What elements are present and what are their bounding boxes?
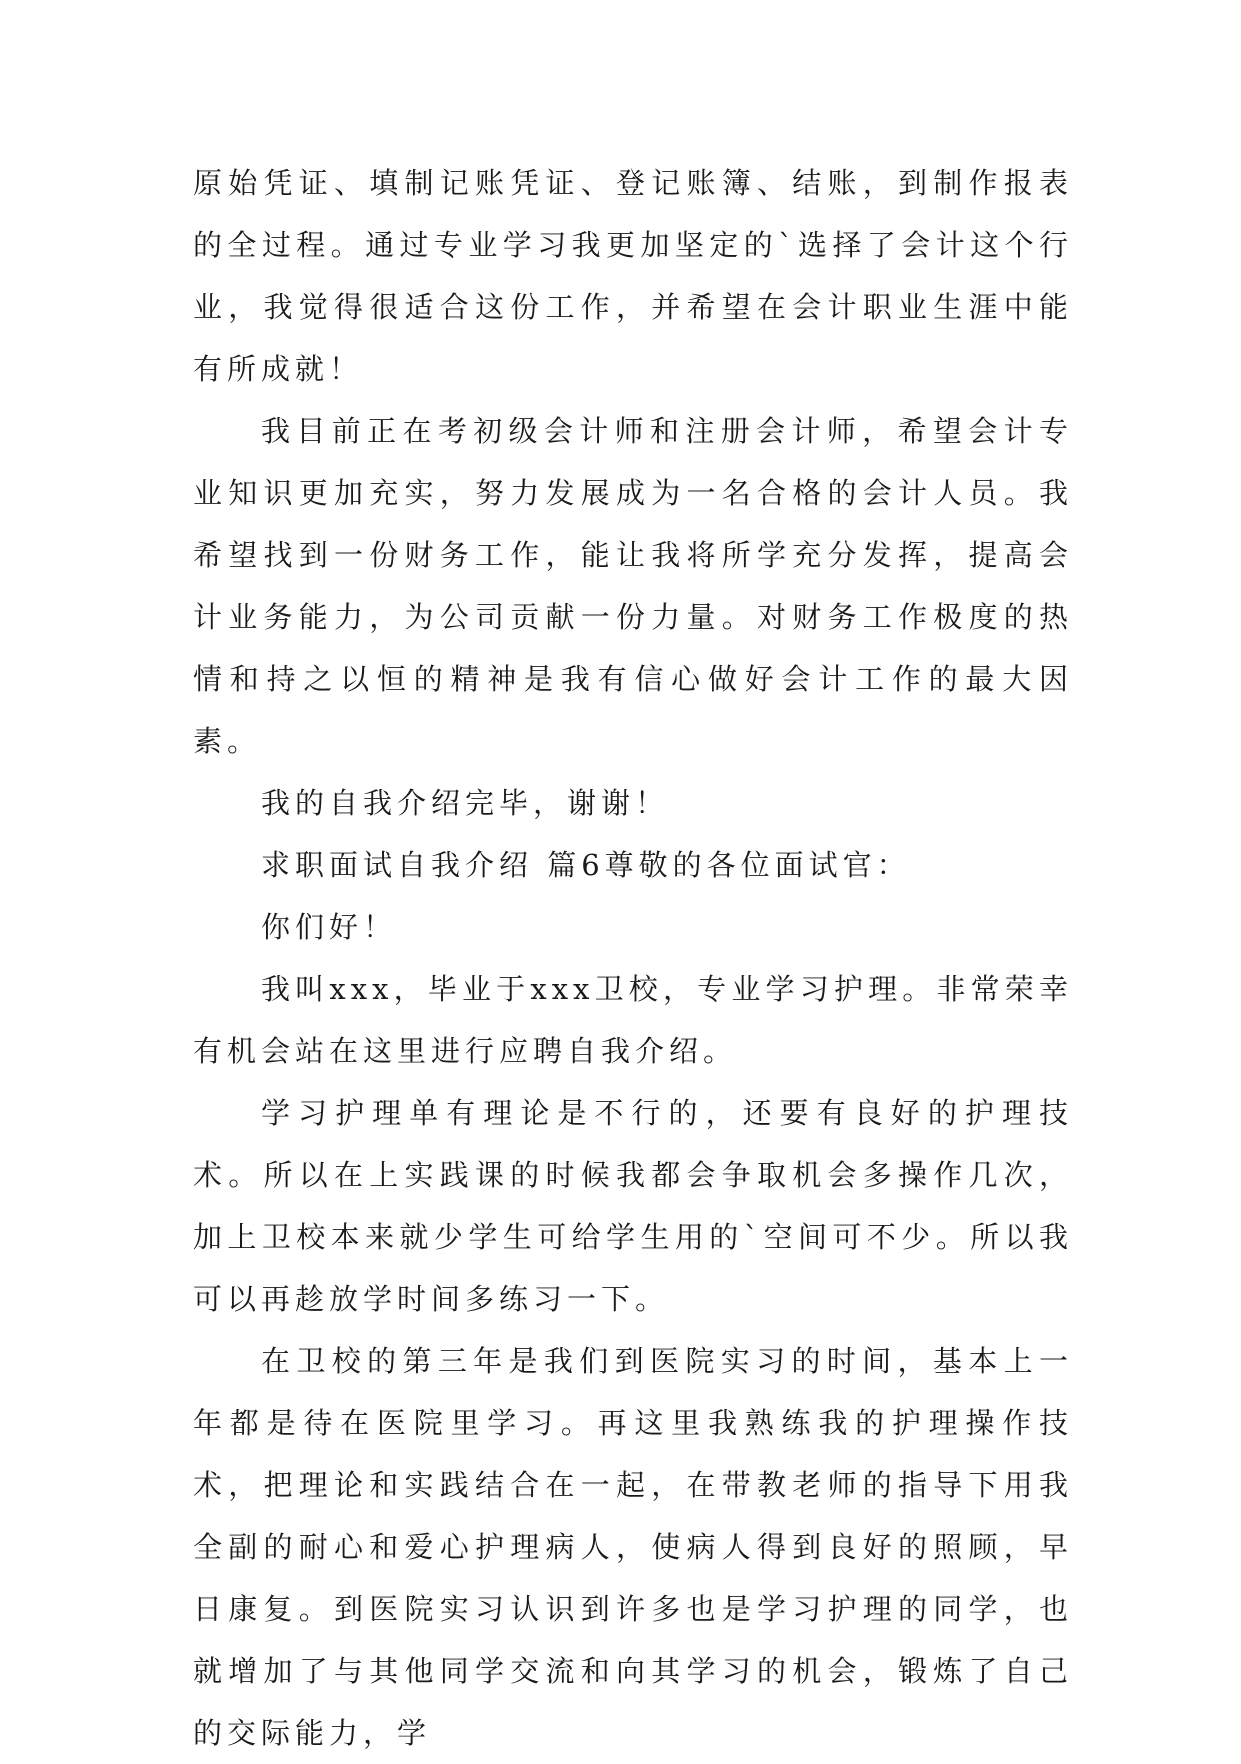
paragraph-exam-goals: 我目前正在考初级会计师和注册会计师，希望会计专业知识更加充实，努力发展成为一名合格的会计人员。我希望找到一份财务工作，能让我将所学充分发挥，提高会计业务能力，为公司贡献一份力量。对财务工作极度的热情和持之以恒的精神是我有信心做好会计工作的最大因素。 [193, 414, 1073, 758]
document-body [193, 152, 1073, 1764]
paragraph-section-heading: 求职面试自我介绍 篇6尊敬的各位面试官： [261, 848, 911, 882]
paragraph-internship: 在卫校的第三年是我们到医院实习的时间，基本上一年都是待在医院里学习。再这里我熟练我的护理操作技术，把理论和实践结合在一起，在带教老师的指导下用我全副的耐心和爱心护理病人，使病人得到良好的照顾，早日康复。到医院实习认识到许多也是学习护理的同学，也就增加了与其他同学交流和向其学习的机会，锻炼了自己的交际能力，学 [193, 1344, 1073, 1750]
paragraph-continued: 原始凭证、填制记账凭证、登记账簿、结账，到制作报表的全过程。通过专业学习我更加坚定的`选择了会计这个行业，我觉得很适合这份工作，并希望在会计职业生涯中能有所成就！ [193, 166, 1073, 386]
paragraph-closing-thanks: 我的自我介绍完毕，谢谢！ [261, 786, 670, 820]
paragraph-greeting: 你们好！ [261, 910, 398, 944]
paragraph-introduction: 我叫xxx，毕业于xxx卫校，专业学习护理。非常荣幸有机会站在这里进行应聘自我介绍。 [193, 972, 1073, 1068]
paragraph-practice: 学习护理单有理论是不行的，还要有良好的护理技术。所以在上实践课的时候我都会争取机会多操作几次，加上卫校本来就少学生可给学生用的`空间可不少。所以我可以再趁放学时间多练习一下。 [193, 1096, 1073, 1316]
